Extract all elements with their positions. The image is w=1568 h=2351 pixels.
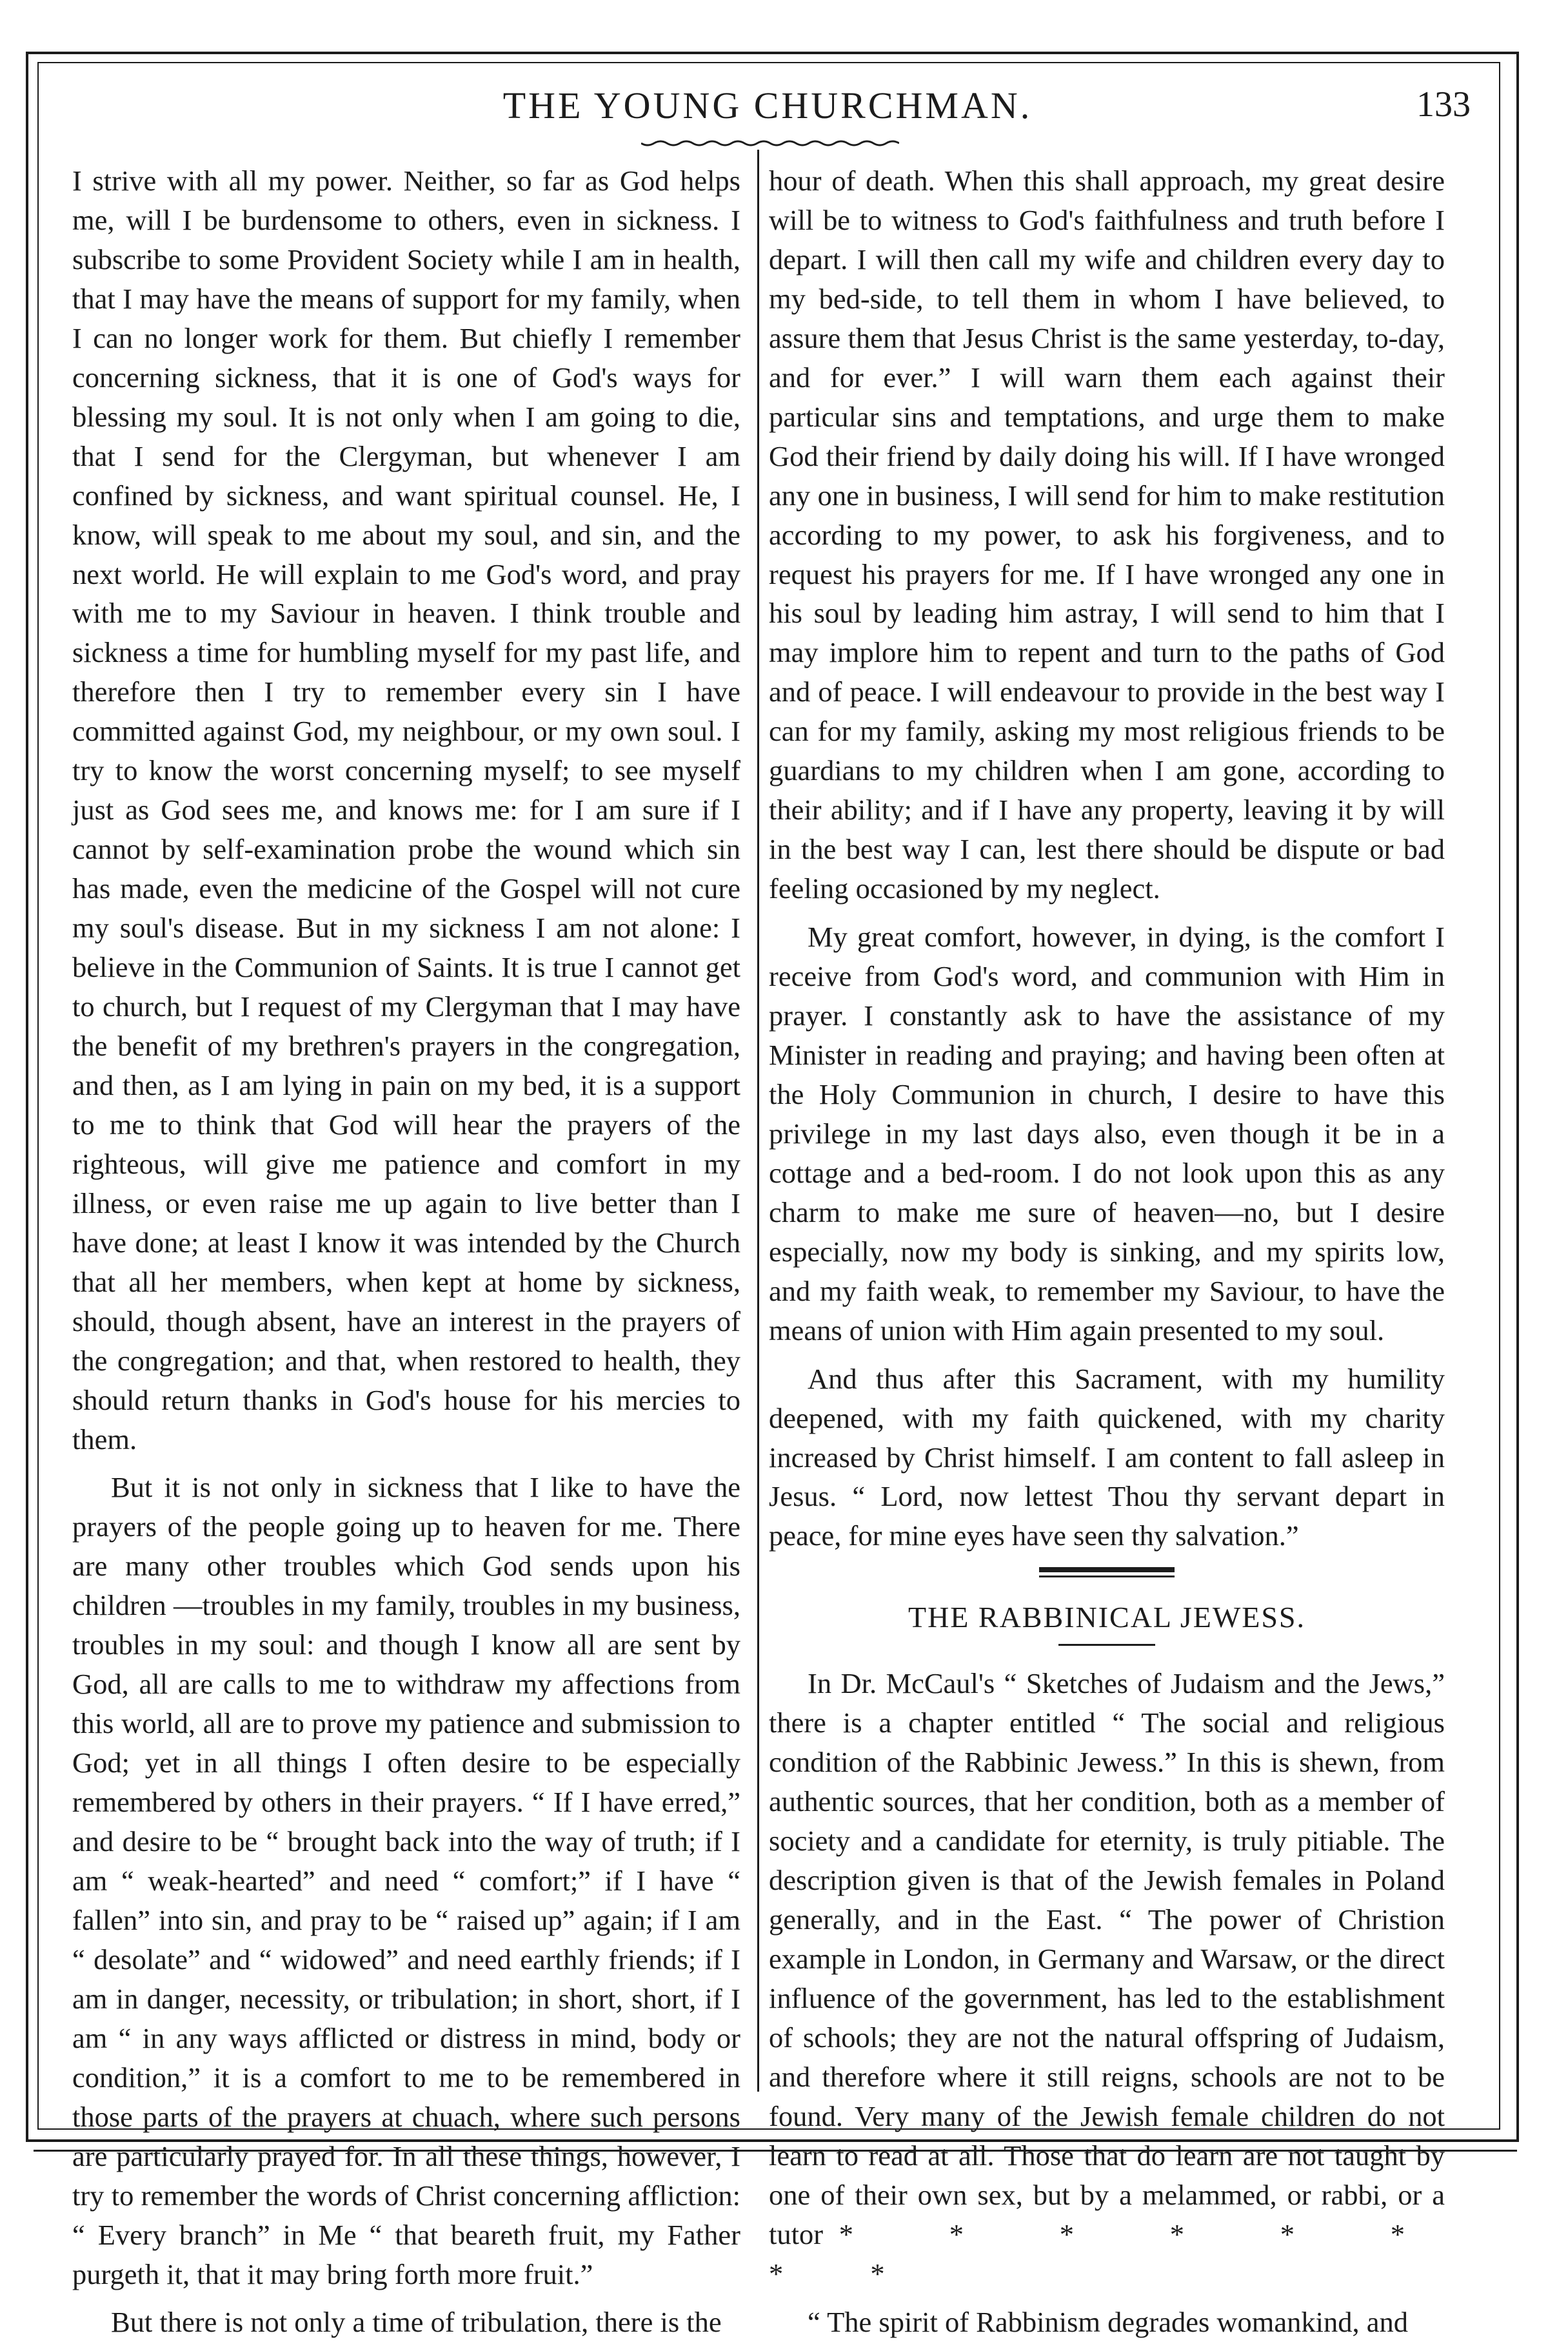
right-column — [769, 161, 1445, 2351]
page-number: 133 — [1416, 85, 1471, 125]
separator-thin-line — [1039, 1576, 1175, 1577]
paragraph: I strive with all my power. Neither, so far as God helps me, will I be burdensome to others, even in sickness. I subscribe to some Provident Society while I am in health, that I may have the means of support for my family, when I can no longer work for them. But chiefly I remember concerning sickness, that it is one of God's ways for blessing my soul. It is not only when I am going to die, that I send for the Clergyman, but whenever I am confined by sickness, and want spiritual counsel. He, I know, will speak to me about my soul, and sin, and the next world. He will explain to me God's word, and pray with me to my Saviour in heaven. I think trouble and sickness a time for humbling myself for my past life, and therefore then I try to remember every sin I have committed against God, my neighbour, or my own soul. I try to know the worst concerning myself; to see myself just as God sees me, and knows me: for I am sure if I cannot by self-examination probe the wound which sin has made, even the medicine of the Gospel will not cure my soul's disease. But in my sickness I am not alone: I believe in the Communion of Saints. It is true I cannot get to church, but I request of my Clergyman that I may have the benefit of my brethren's prayers in the congregation, and then, as I am lying in pain on my bed, it is a support to me to think that God will hear the prayers of the righteous, will give me patience and comfort in my illness, or even raise me up again to live better than I have done; at least I know it was intended by the Church that all her members, when kept at home by sickness, should, though absent, have an interest in the prayers of the congregation; and that, when restored to health, they should return thanks in God's house for his mercies to them. — [72, 165, 740, 1456]
paragraph — [769, 1664, 1445, 2293]
left-column — [72, 161, 740, 2351]
column-divider — [757, 150, 759, 2092]
paragraph: hour of death. When this shall approach, my great desire will be to witness to God's faithfulness and truth before I depart. I will then call my wife and children every day to my bed-side, to tell them in whom I have believed, to assure them that Jesus Christ is the same yesterday, to-day, and for ever.” I will warn them each against their particular sins and temptations, and urge them to make God their friend by daily doing his will. If I have wronged any one in business, I will send for him to make restitution according to my power, to ask his forgiveness, and to request his prayers for me. If I have wronged any one in his soul by leading him astray, I will send to him that I may implore him to repent and turn to the paths of God and of peace. I will endeavour to provide in the best way I can for my family, asking my most religious friends to be guardians to my children when I am gone, according to their ability; and if I have any property, leaving it by will in the best way I can, lest there should be dispute or bad feeling occasioned by my neglect. — [769, 165, 1445, 905]
paragraph: And thus after this Sacrament, with my humility deepened, with my faith quickened, with my charity increased by Christ himself. I am content to fall asleep in Jesus. “ Lord, now lettest Thou thy servant depart in peace, for mine eyes have seen thy salvation.” — [769, 1362, 1445, 1552]
ellipsis-stars: * * * * * * * * — [769, 2217, 1445, 2290]
page-header — [65, 76, 1471, 141]
separator-thick-line — [1039, 1567, 1175, 1572]
header-ornament — [641, 138, 899, 151]
section-separator-rule — [1039, 1567, 1175, 1577]
paragraph: But there is not only a time of tribulation, there is the — [111, 2306, 722, 2339]
heading-underline — [1058, 1644, 1155, 1646]
paragraph: My great comfort, however, in dying, is the comfort I receive from God's word, and communion with Him in prayer. I constantly ask to have the assistance of my Minister in reading and praying; and having been often at the Holy Communion in church, I desire to have this privilege in my last days also, even though it be in a cottage and a bed-room. I do not look upon this as any charm to make me sure of heaven—no, but I desire especially, now my body is sinking, and my spirits low, and my faith weak, to remember my Saviour, to have the means of union with Him again presented to my soul. — [769, 921, 1445, 1346]
paragraph-text: In Dr. McCaul's “ Sketches of Judaism and the Jews,” there is a chapter entitled “ The social and religious condition of the Rabbinic Jewess.” In this is shewn, from authentic sources, that her condition, both as a member of society and a candidate for eternity, is truly pitiable. The description given is that of the Jewish females in Poland generally, and in the East. “ The power of Christion example in London, in Germany and Warsaw, or the direct influence of the government, has led to the establishment of schools; they are not the natural offspring of Judaism, and therefore where it still reigns, schools are not to be found. Very many of the Jewish female children do not learn to read at all. Those that do learn are not taught by one of their own sex, but by a melammed, or rabbi, or a tutor — [769, 1667, 1445, 2250]
section-heading: THE RABBINICAL JEWESS. — [908, 1601, 1305, 1634]
running-title: THE YOUNG CHURCHMAN. — [502, 85, 1033, 126]
paragraph: “ The spirit of Rabbinism degrades womankind, and — [808, 2305, 1409, 2338]
paragraph: But it is not only in sickness that I like to have the prayers of the people going up to heaven for me. There are many other troubles which God sends upon his children —troubles in my family, troubles in my business, troubles in my soul: and though I know all are sent by God, all are calls to me to withdraw my affections from this world, all are to prove my patience and submission to God; yet in all things I often desire to be especially remembered by others in their prayers. “ If I have erred,” and desire to be “ brought back into the way of truth; if I am “ weak-hearted” and need “ comfort;” if I have “ fallen” into sin, and pray to be “ raised up” again; if I am “ desolate” and “ widowed” and need earthly friends; if I am in danger, necessity, or tribulation; in short, short, if I am “ in any ways afflicted or distress in mind, body or condition,” it is a comfort to me to be remembered in those parts of the prayers at chuach, where such persons are particularly prayed for. In all these things, however, I try to remember the words of Christ concerning affliction: “ Every branch” in Me “ that beareth fruit, my Father purgeth it, that it may bring forth more fruit.” — [72, 1471, 740, 2290]
